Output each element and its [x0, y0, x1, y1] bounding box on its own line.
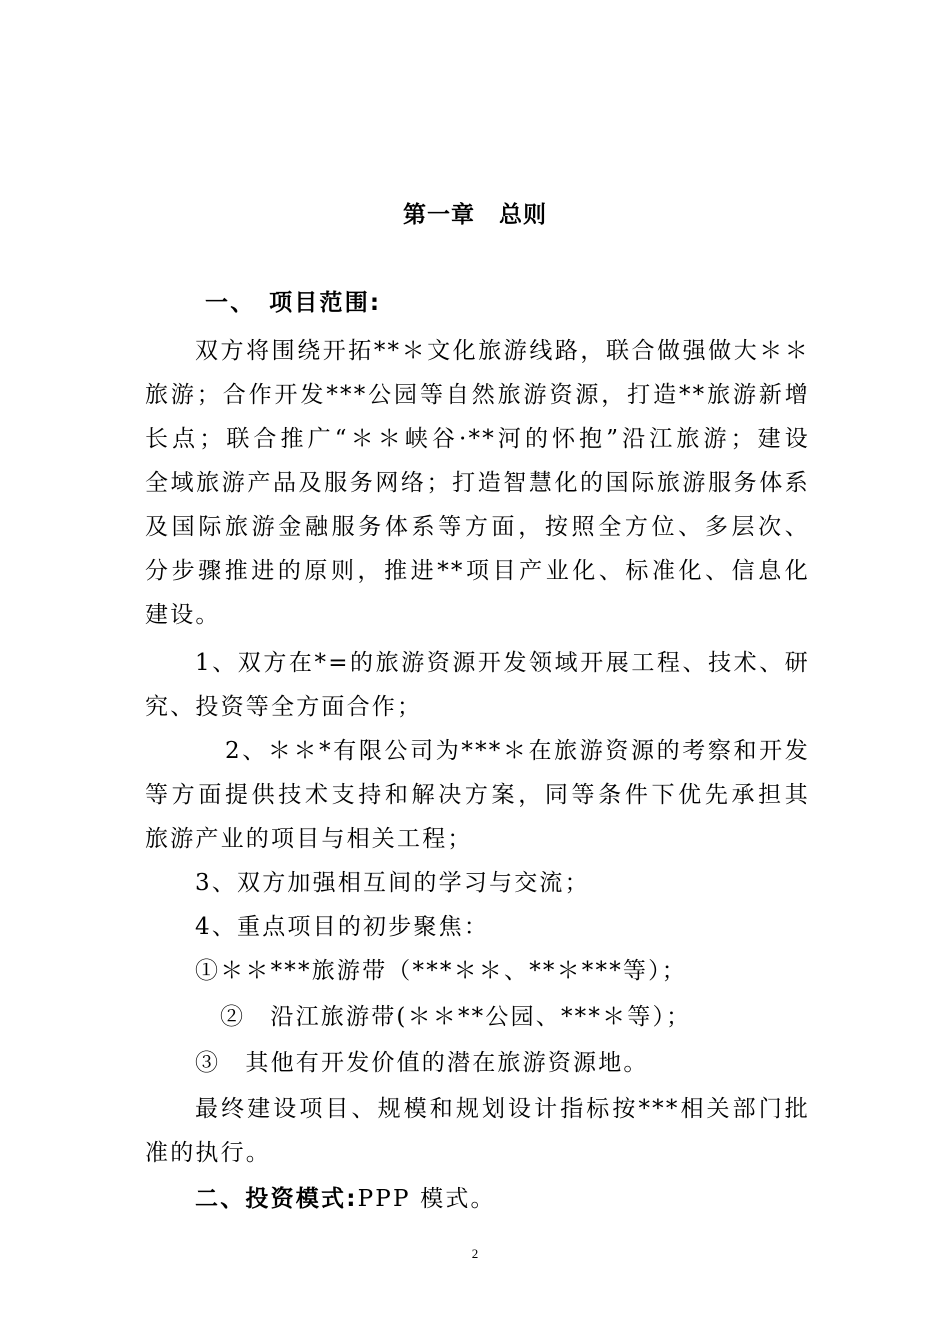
para1-line-6: 分步骤推进的原则，推进**项目产业化、标准化、信息化 [145, 558, 810, 584]
item4: 4、重点项目的初步聚焦： [195, 914, 490, 940]
para1-line-5: 及国际旅游金融服务体系等方面，按照全方位、多层次、 [145, 514, 810, 540]
para1-line-1: 双方将围绕开拓**＊文化旅游线路，联合做强做大＊＊ [195, 338, 810, 364]
item1-line-1: 1、双方在*=的旅游资源开发领域开展工程、技术、研 [195, 650, 810, 676]
item2-line-2: 等方面提供技术支持和解决方案，同等条件下优先承担其 [145, 782, 810, 808]
item3: 3、双方加强相互间的学习与交流； [195, 870, 590, 896]
para1-line-3: 长点；联合推广“＊＊峡谷·**河的怀抱”沿江旅游；建设 [145, 426, 810, 452]
final-line-1: 最终建设项目、规模和规划设计指标按***相关部门批 [195, 1096, 810, 1122]
item2-line-1: 2、＊＊*有限公司为***＊在旅游资源的考察和开发 [225, 738, 810, 764]
item2-line-3: 旅游产业的项目与相关工程； [145, 826, 473, 852]
focus-item-3: ③ 其他有开发价值的潜在旅游资源地。 [195, 1050, 649, 1076]
section2 [195, 1184, 860, 1214]
item1-line-2: 究、投资等全方面合作； [145, 694, 423, 720]
section2-text: PPP 模式。 [357, 1186, 496, 1212]
section1-heading: 一、 项目范围: [205, 290, 382, 316]
focus-item-1: ①＊＊***旅游带（***＊＊、**＊***等）； [195, 958, 687, 984]
chapter-title: 第一章 总则 [403, 202, 547, 228]
para1-line-2: 旅游；合作开发***公园等自然旅游资源，打造**旅游新增 [145, 382, 810, 408]
para1-line-7: 建设。 [145, 602, 221, 628]
page-number: 2 [471, 1246, 479, 1261]
para1-line-4: 全域旅游产品及服务网络；打造智慧化的国际旅游服务体系 [145, 470, 810, 496]
final-line-2: 准的执行。 [145, 1140, 271, 1166]
focus-item-2: ② 沿江旅游带(＊＊**公园、***＊等）； [220, 1004, 692, 1030]
section2-heading: 二、投资模式: [195, 1186, 358, 1212]
